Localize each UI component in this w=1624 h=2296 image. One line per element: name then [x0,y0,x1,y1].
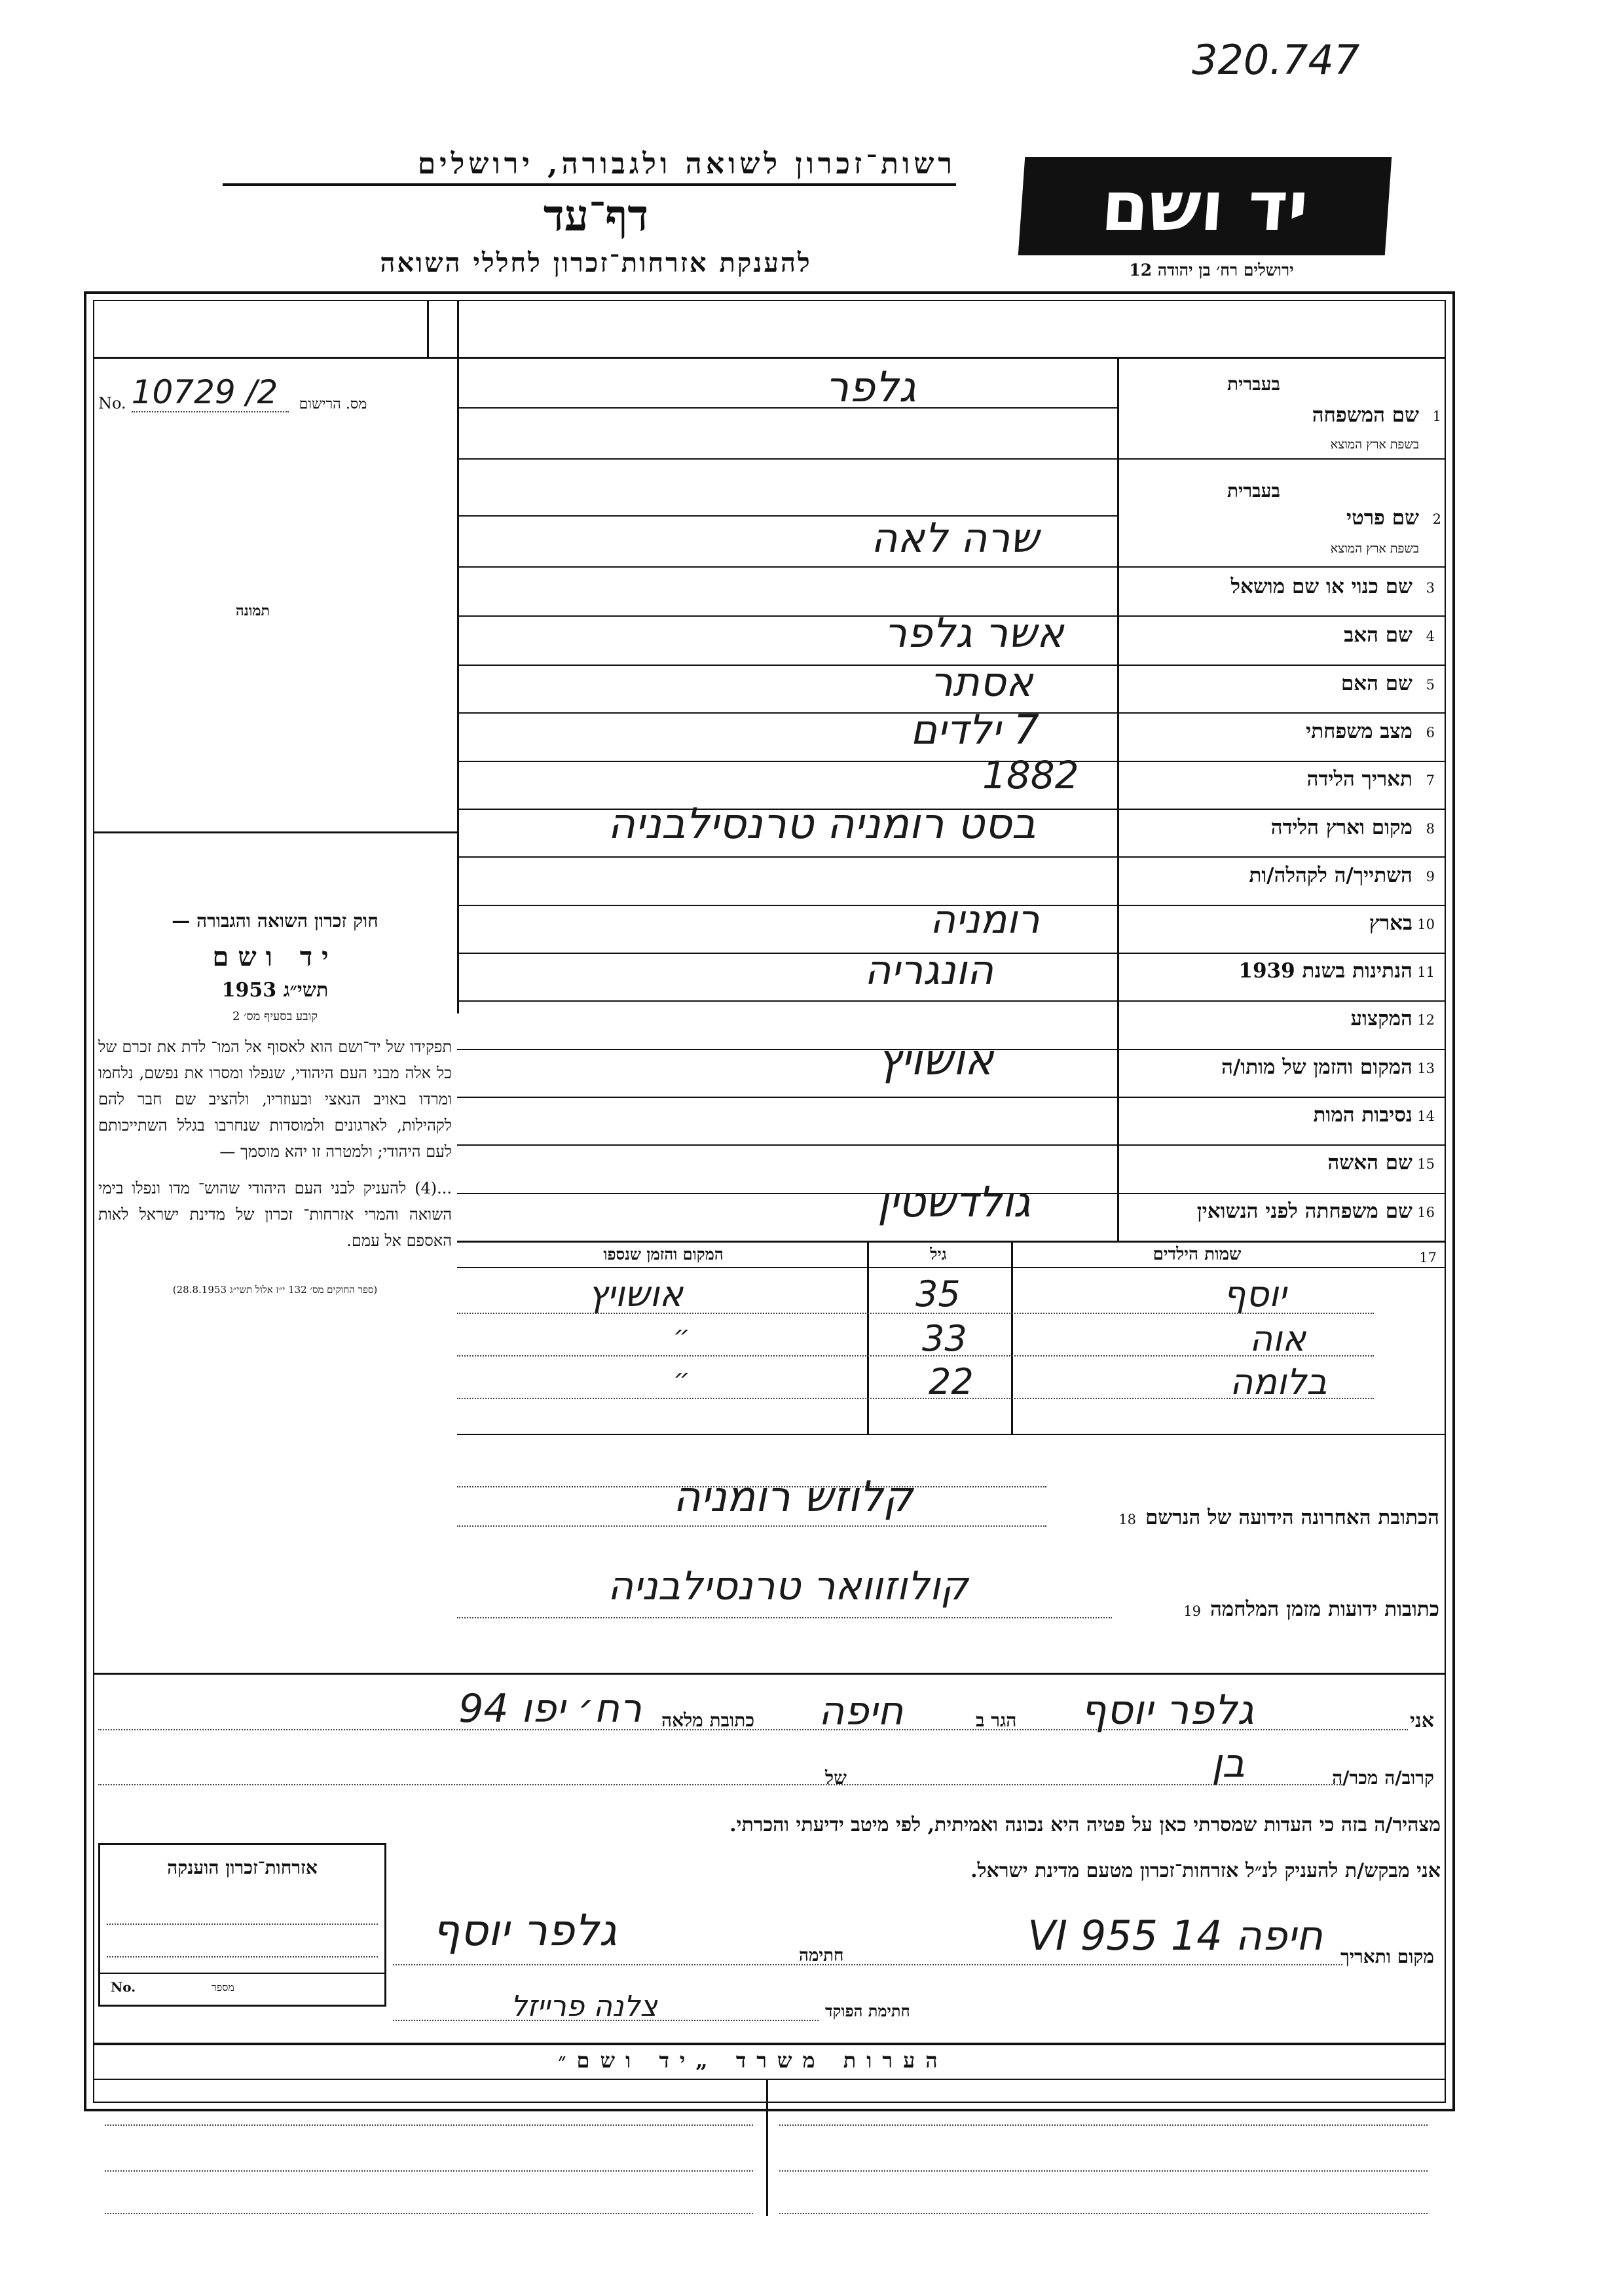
field-1-label: שם המשפחה [1312,403,1419,427]
field-6-label: מצב משפחתי [1306,720,1412,743]
field-row-5 [1120,665,1444,704]
registration-number-value: 10729 /2 [132,373,289,412]
field-13-value: אושויץ [877,1034,994,1085]
field-13-number: 13 [1417,1061,1435,1076]
field-5-number: 5 [1426,677,1435,693]
child-2-place: ״ [673,1321,690,1351]
field-row-2 [1120,475,1450,566]
citizenship-no-heb: מספר [212,1981,234,1994]
child-3-age: 22 [929,1361,974,1402]
field-6-value: 7 ילדים [910,706,1040,754]
citizenship-box [98,1843,386,2007]
field-7-number: 7 [1426,773,1435,788]
children-table [457,1241,1446,1450]
yad-vashem-logo [1018,157,1392,255]
of-label: של [825,1767,847,1789]
declaration-text-2: אני מבקש/ת להעניק לנ״ל אזרחות־זכרון מטעם מדינת ישראל. [970,1859,1441,1882]
field-1-value: גלפר [825,363,916,412]
field-10-value: רומניה [930,897,1040,943]
field-row-12 [1120,1000,1444,1040]
ani-value: גלפר יוסף [1080,1686,1254,1734]
field-3-label: שם כנוי או שם מושאל [1230,575,1412,598]
relative-label: קרוב/ה מכר/ה [1332,1767,1434,1789]
photo-label: תמונה [236,602,270,619]
child-2-name: אוה [1249,1318,1306,1359]
field-1-number: 1 [1432,409,1441,424]
field-row-11 [1120,953,1444,992]
field-11-number: 11 [1417,964,1435,980]
field-6-number: 6 [1426,725,1435,740]
field-15-number: 15 [1417,1156,1435,1172]
field-8-label: מקום וארץ הלידה [1270,816,1412,839]
place-date-value: חיפה 14 VI 955 [1027,1912,1323,1959]
archive-number: 320.747 [1192,36,1360,84]
field-1-note-bottom: בשפת ארץ המוצא [1330,437,1419,452]
field-11-label: הנתינות בשנת 1939 [1238,959,1412,983]
field-16-value: גולדשטין [877,1178,1031,1227]
field-19-number: 19 [1183,1603,1201,1619]
field-19-value: קולוזוואר טרנסילבניה [608,1563,969,1609]
citizenship-no-label: No. [111,1979,136,1995]
field-row-4 [1120,617,1444,656]
children-number: 17 [1419,1250,1437,1266]
field-13-label: המקום והזמן של מותו/ה [1221,1055,1412,1079]
field-row-6 [1120,713,1444,752]
field-12-number: 12 [1417,1012,1435,1028]
field-2-note-top: בעברית [1227,480,1280,501]
law-year: תשי״ג 1953 [221,979,329,1002]
field-row-18 [457,1460,1446,1539]
children-col-place: המקום והזמן שנספו [603,1245,724,1264]
field-18-number: 18 [1118,1512,1136,1527]
field-14-number: 14 [1417,1108,1435,1124]
officer-value: צלנה פרייזל [511,1990,657,2023]
full-address-label: כתובת מלאה [661,1709,755,1731]
field-11-value: הונגריה [864,946,994,994]
field-19-label: כתובות ידועות מזמן המלחמה [1209,1597,1439,1621]
law-footnote: (ספר החוקים מס׳ 132 י״ז אלול תשי״ג 28.8.1953) [172,1284,378,1296]
field-3-number: 3 [1426,580,1435,596]
field-5-value: אסתר [930,658,1033,706]
officer-line [393,1987,1048,2026]
registration-no-label: No. [98,394,126,412]
declaration-text-1: מצהיר/ה בזה כי העדות שמסרתי כאן על פטיה היא נכונה ואמיתית, לפי מיטב ידיעתי והכרתי. [729,1813,1441,1836]
field-16-label: שם משפחתה לפני הנשואין [1196,1199,1412,1223]
field-row-8 [1120,809,1444,848]
authority-title: רשות־זכרון לשואה ולגבורה, ירושלים [223,147,956,186]
field-2-number: 2 [1432,511,1441,527]
field-row-7 [1120,761,1444,800]
law-box [98,910,452,1296]
field-15-label: שם האשה [1327,1151,1412,1175]
registration-number-row [98,373,452,412]
field-row-10 [1120,905,1444,944]
field-10-number: 10 [1417,917,1435,932]
form-title: דף־עד [543,190,649,241]
resident-value: חיפה [819,1688,904,1734]
field-18-label: הכתובת האחרונה הידועה של הנרשם [1145,1506,1439,1529]
field-9-label: השתייך/ה לקהלה/ות [1249,864,1412,887]
field-row-9 [1120,857,1444,896]
registration-heb-label: מס. הרישום [299,396,367,412]
field-row-1 [1120,373,1450,458]
field-8-value: בסט רומניה טרנסילבניה [608,800,1036,848]
resident-label: הגר ב [976,1709,1017,1731]
declaration-line-2 [98,1741,1441,1797]
office-notes-title: הערות משרד „יד ושם״ [558,2048,948,2073]
child-1-name: יוסף [1223,1273,1287,1315]
field-12-label: המקצוע [1350,1007,1412,1030]
logo-text: יד ושם [1099,166,1311,246]
field-4-value: אשר גלפר [884,609,1064,657]
child-1-place: אושויץ [588,1273,683,1315]
law-title: חוק זכרון השואה והגבורה — [172,910,378,932]
child-3-name: בלומה [1230,1361,1327,1402]
field-2-note-bottom: בשפת ארץ המוצא [1330,541,1419,556]
law-paragraph-2: ...(4) להעניק לבני העם היהודי שהוש־ מדו ונפלו בימי השואה והמרי אזרחות־ זכרון של מדינת ישראל לאות האספם אל עמם. [98,1179,452,1250]
field-2-value: שרה לאה [871,514,1039,562]
place-date-label: מקום ותאריך [1340,1946,1434,1967]
law-paragraph-1: תפקידו של יד־ושם הוא לאסוף אל המו־ לדת את זכרם של כל אלה מבני העם היהודי, שנפלו ומסרו את נפשם, נלחמו ומרדו באויב הנאצי ובעוזריו, ולהציב שם חבר להם לקהילות, לארגונים ולמוסדות שנחרבו בגלל השתייכותם לעם היהודי; ולמטרה זו יהא מוסמך — [98,1038,452,1161]
form-subtitle: להענקת אזרחות־זכרון לחללי השואה [380,247,812,278]
relative-value: בן [1211,1741,1246,1787]
field-9-number: 9 [1426,869,1435,884]
field-14-label: נסיבות המות [1313,1103,1412,1127]
children-col-age: גיל [930,1245,947,1264]
child-3-place: ״ [673,1364,690,1394]
citizenship-title: אזרחות־זכרון הוענקה [167,1857,318,1878]
field-10-label: בארץ [1369,911,1412,935]
field-2-label: שם פרטי [1346,506,1419,530]
field-row-13 [1120,1049,1444,1088]
field-5-label: שם האם [1340,672,1412,695]
field-row-3 [1120,568,1444,608]
signature-label: חתימה [799,1946,844,1965]
law-clause: קובע בסעיף מס׳ 2 [232,1010,318,1023]
child-1-age: 35 [915,1273,961,1315]
field-7-value: 1882 [982,753,1079,797]
children-col-names: שמות הילדים [1153,1245,1242,1264]
officer-label: חתימת הפוקד [825,2001,910,2020]
field-7-label: תאריך הלידה [1306,767,1412,791]
field-4-label: שם האב [1344,623,1412,647]
field-16-number: 16 [1417,1205,1435,1220]
field-18-value: קלוזש רומניה [673,1473,913,1522]
field-row-15 [1120,1144,1444,1184]
field-4-number: 4 [1426,629,1435,644]
law-name: יד ושם [212,941,338,972]
field-row-14 [1120,1097,1444,1136]
field-1-note-top: בעברית [1227,373,1280,395]
signature-value: גלפר יוסף [432,1905,617,1956]
declaration-line-1 [98,1686,1441,1738]
field-8-number: 8 [1426,821,1435,837]
ani-label: אני [1410,1709,1434,1732]
signature-line [393,1899,1441,1971]
field-row-16 [1120,1193,1444,1232]
field-row-19 [457,1552,1446,1630]
address-value: רח׳ יפו 94 [458,1686,642,1732]
logo-address: ירושלים רח׳ בן יהודה 12 [1129,261,1294,280]
child-2-age: 33 [922,1318,967,1359]
